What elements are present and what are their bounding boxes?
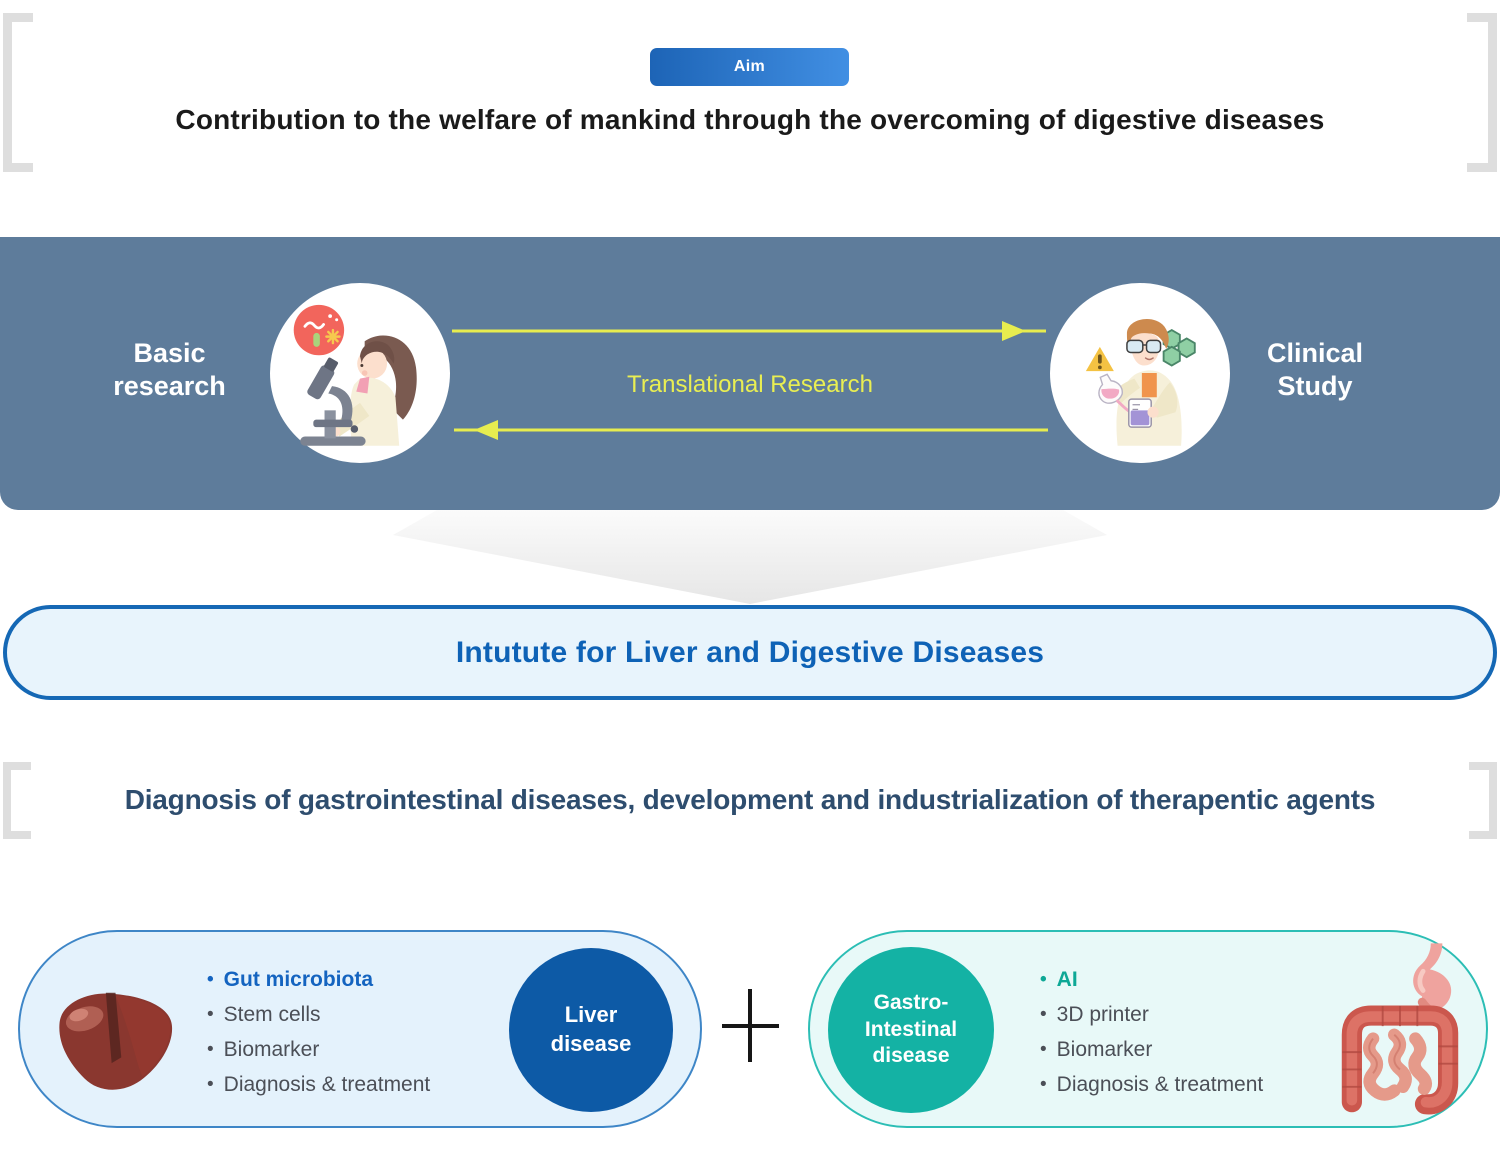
liver-disease-badge-line1: Liver [564,1002,618,1028]
list-item [1040,962,1263,997]
institute-banner [3,605,1497,700]
bullet-icon: • [1040,1074,1047,1095]
bullet-icon: • [207,1039,214,1060]
bracket-left-decoration [3,13,33,172]
aim-badge-label: Aim [733,58,766,75]
flow-band [0,237,1500,510]
clinical-study-circle [1050,283,1230,463]
list-item [207,1032,430,1067]
list-item-label: Gut microbiota [223,967,373,991]
mission-headline: Diagnosis of gastrointestinal diseases, development and industrialization of therapentic agents [124,784,1376,815]
liver-disease-badge-line2: disease [550,1031,632,1056]
list-item [1040,1032,1263,1067]
list-item-label: Biomarker [1056,1037,1153,1061]
bullet-icon: • [1040,969,1047,990]
clinical-study-line1: Clinical [1266,338,1364,368]
plus-icon [722,1024,779,1028]
basic-research-line1: Basic [133,338,206,368]
basic-research-line2: research [113,370,226,401]
funnel-arrow [0,510,1500,606]
liver-disease-badge [509,948,673,1112]
liver-card [18,930,702,1128]
liver-card-list [207,962,430,1102]
bullet-icon: • [1040,1039,1047,1060]
gi-card-list [1040,962,1263,1102]
list-item-label: Stem cells [223,1002,321,1026]
bullet-icon: • [207,969,214,990]
gi-disease-badge-line1: Gastro- [873,990,949,1014]
list-item-label: Biomarker [223,1037,320,1061]
list-item-label: 3D printer [1056,1002,1149,1026]
list-item [207,1067,430,1102]
bullet-icon: • [1040,1004,1047,1025]
translational-research-label: Translational Research [627,371,873,398]
list-item-label: AI [1056,967,1078,991]
gi-tract-illustration [1323,938,1477,1122]
gi-disease-badge [828,947,994,1113]
list-item [207,997,430,1032]
list-item [1040,997,1263,1032]
bracket-right-decoration [1467,13,1497,172]
list-item-label: Diagnosis & treatment [223,1072,431,1096]
aim-badge [650,48,849,86]
list-item [1040,1067,1263,1102]
clinical-study-label [1205,337,1425,403]
forward-arrow [452,321,1046,341]
gi-card [808,930,1488,1128]
liver-illustration [48,982,183,1100]
backward-arrow [454,420,1048,440]
gi-disease-badge-line2: Intestinal [864,1017,958,1041]
bullet-icon: • [207,1074,214,1095]
institute-banner-label: Intutute for Liver and Digestive Diseases [455,635,1045,669]
list-item [207,962,430,997]
chemist-illustration [1056,289,1224,457]
bullet-icon: • [207,1004,214,1025]
aim-headline: Contribution to the welfare of mankind through the overcoming of digestive diseases [175,104,1325,135]
gi-disease-badge-line3: disease [872,1044,950,1068]
list-item-label: Diagnosis & treatment [1056,1072,1264,1096]
clinical-study-line2: Study [1277,370,1353,401]
